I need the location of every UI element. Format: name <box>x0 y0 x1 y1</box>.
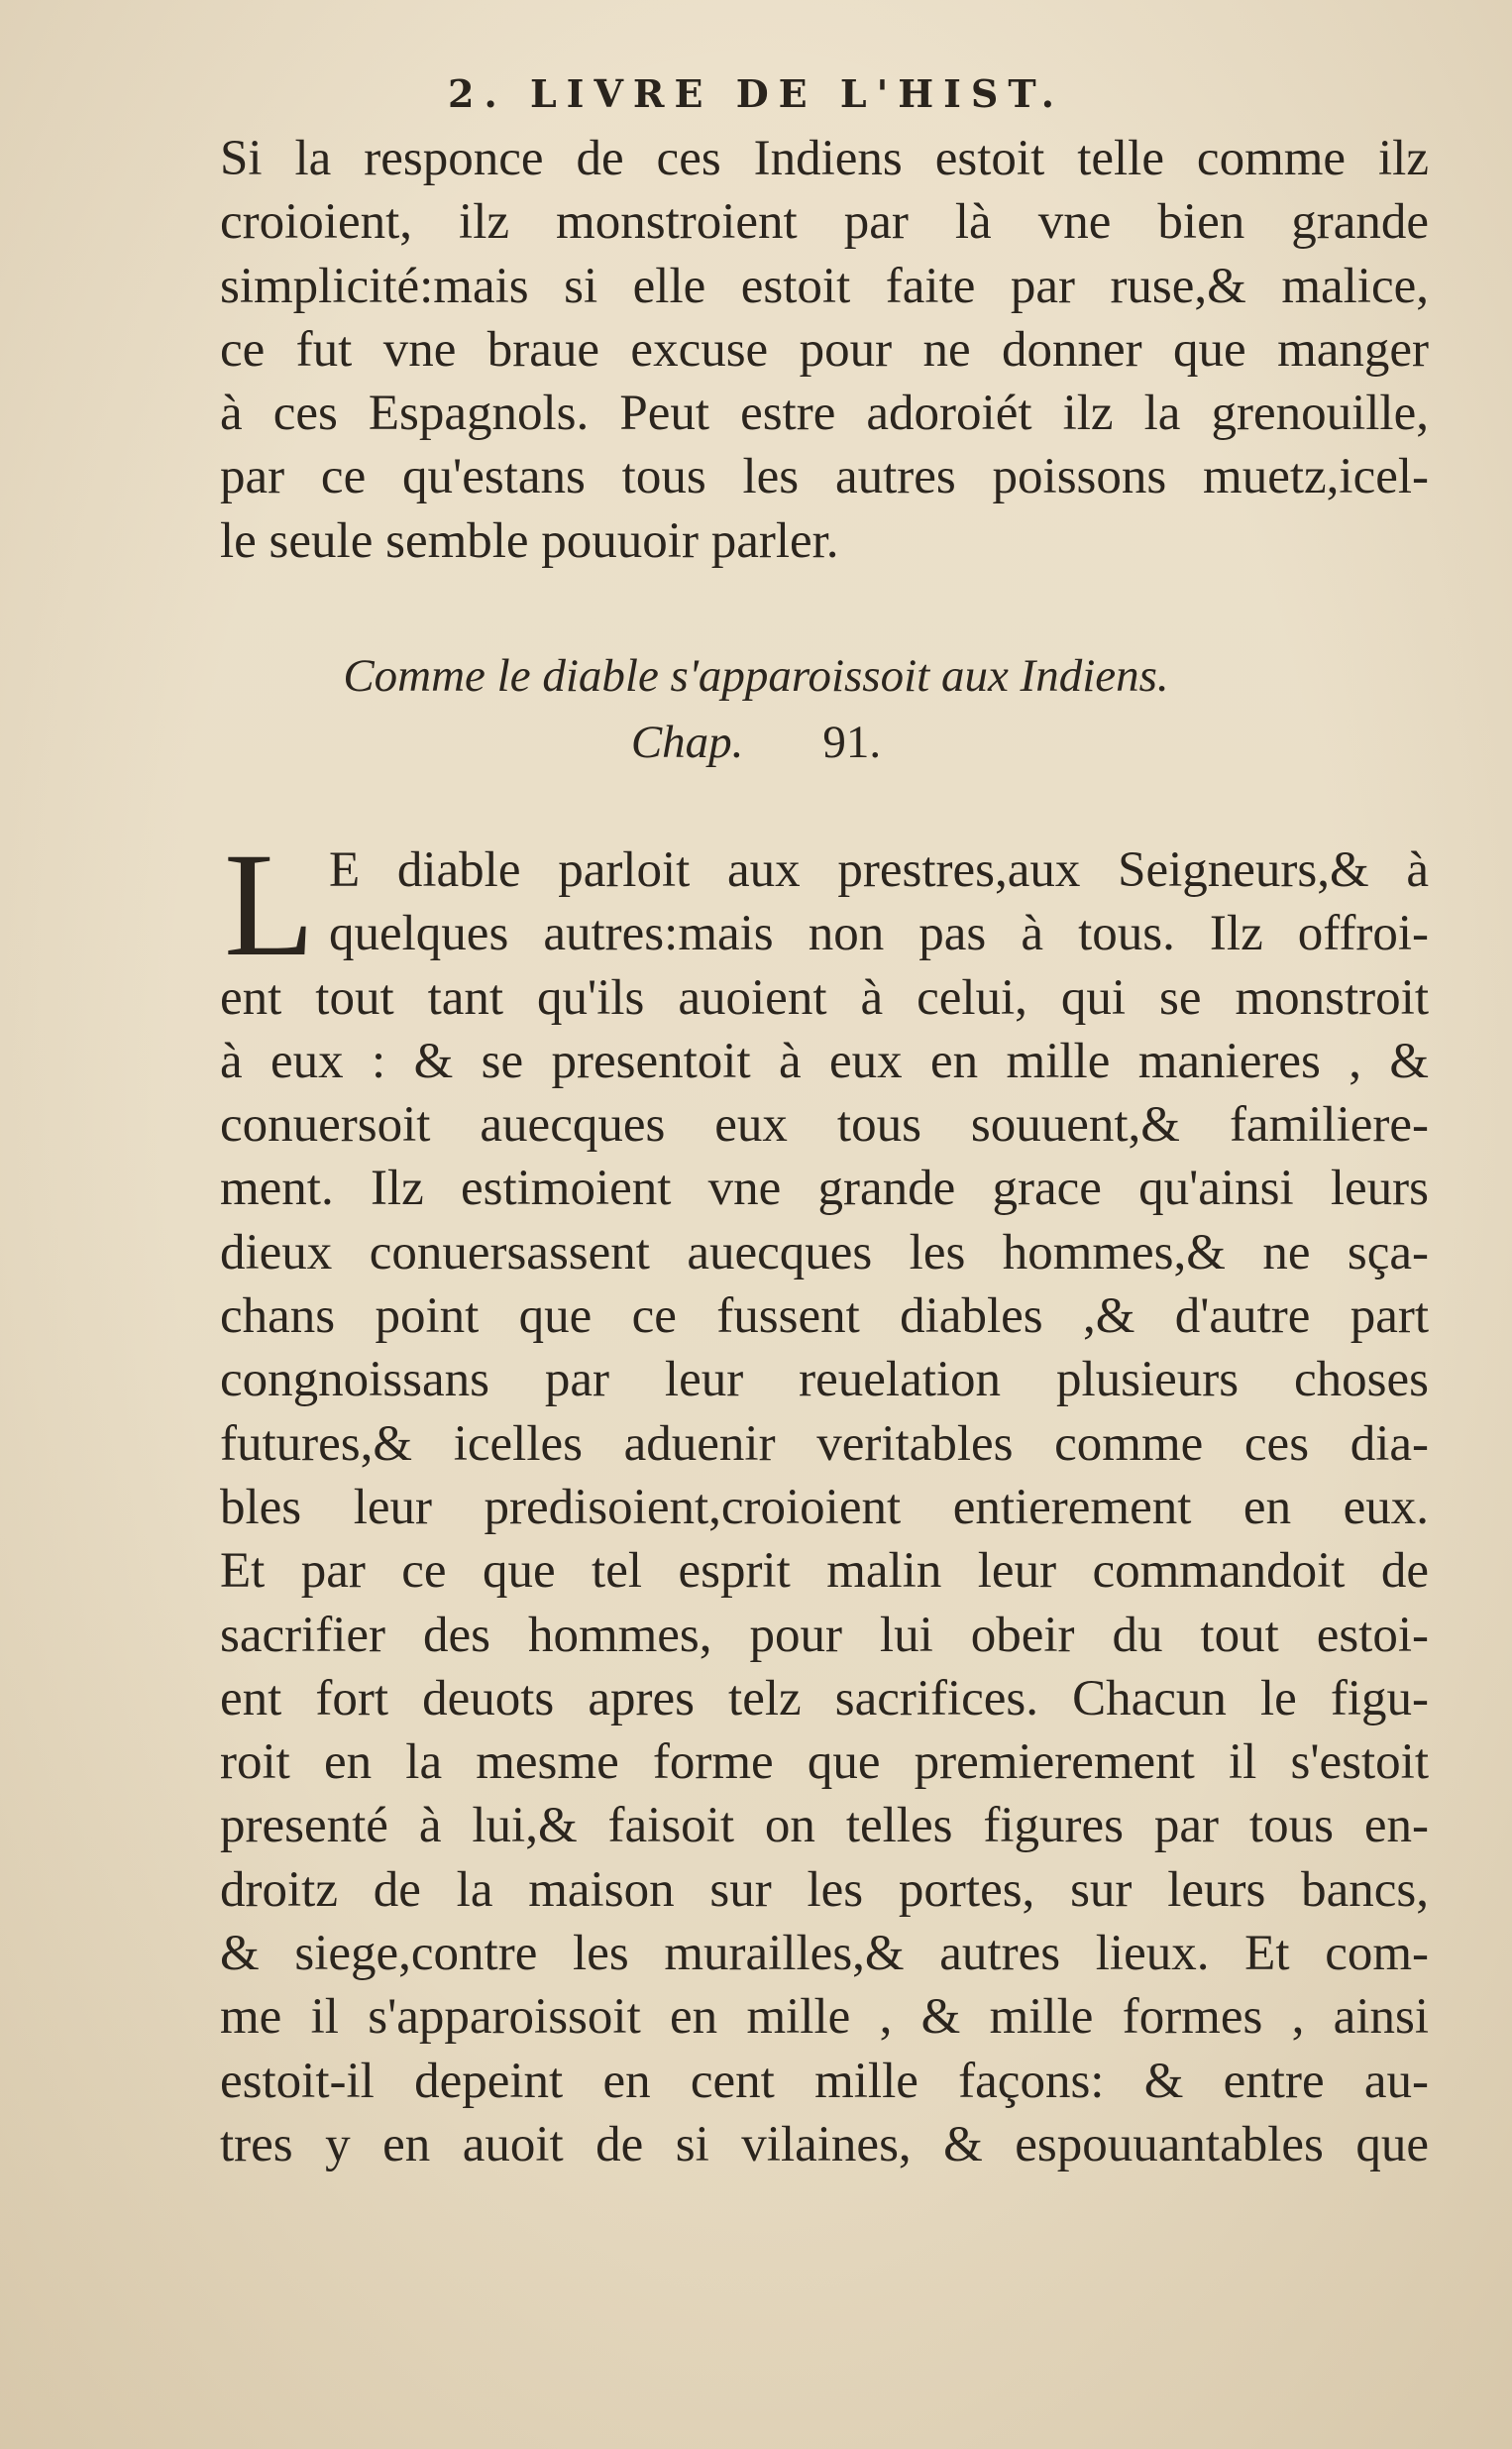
text-line: me il s'apparoissoit en mille , & mille formes , ainsi <box>220 1989 1429 2046</box>
text-line: E diable parloit aux prestres,aux Seigneurs,& à <box>329 842 1429 898</box>
text-line: simplicité:mais si elle estoit faite par ruse,& malice, <box>220 258 1429 314</box>
text-line: quelques autres:mais non pas à tous. Ilz offroi- <box>329 906 1429 962</box>
drop-cap: L <box>224 823 315 987</box>
text-line: bles leur predisoient,croioient entierement en eux. <box>220 1479 1429 1535</box>
text-line: congnoissans par leur reuelation plusieurs choses <box>220 1352 1429 1408</box>
text-line: croioient, ilz monstroient par là vne bien grande <box>220 194 1429 251</box>
text-line: ment. Ilz estimoient vne grande grace qu'ainsi leurs <box>220 1161 1429 1217</box>
text-line: à ces Espagnols. Peut estre adoroiét ilz la grenouille, <box>220 386 1429 442</box>
text-line: roit en la mesme forme que premierement il s'estoit <box>220 1734 1429 1791</box>
text-line: ent fort deuots apres telz sacrifices. Chacun le figu- <box>220 1670 1429 1726</box>
text-line: ent tout tant qu'ils auoient à celui, qui se monstroit <box>220 969 1429 1026</box>
text-line: à eux : & se presentoit à eux en mille manieres , & <box>220 1033 1429 1089</box>
text-line: par ce qu'estans tous les autres poissons muetz,icel- <box>220 449 1429 505</box>
text-line: & siege,contre les murailles,& autres lieux. Et com- <box>220 1926 1429 1982</box>
text-line: chans point que ce fussent diables ,& d'autre part <box>220 1288 1429 1345</box>
text-line: droitz de la maison sur les portes, sur leurs bancs, <box>220 1861 1429 1918</box>
running-head: 2. LIVRE DE L'HIST. <box>448 71 1064 116</box>
chapter-body <box>220 823 1429 2176</box>
text-line: dieux conuersassent auecques les hommes,& ne sça- <box>220 1224 1429 1280</box>
chapter-label: Chap. <box>630 717 744 768</box>
top-paragraph <box>220 127 1429 573</box>
chapter-title: Comme le diable s'apparoissoit aux Indiens. <box>343 650 1169 702</box>
chapter-number-value: 91. <box>822 717 882 768</box>
text-line: futures,& icelles aduenir veritables comme ces dia- <box>220 1415 1429 1472</box>
text-line: Si la responce de ces Indiens estoit telle comme ilz <box>220 131 1429 186</box>
text-line: tres y en auoit de si vilaines, & espouuantables que <box>220 2116 1429 2172</box>
text-line: sacrifier des hommes, pour lui obeir du tout estoi- <box>220 1607 1429 1663</box>
chapter-number <box>0 716 1512 769</box>
text-line: conuersoit auecques eux tous souuent,& familiere- <box>220 1097 1429 1154</box>
text-line: presenté à lui,& faisoit on telles figures par tous en- <box>220 1798 1429 1854</box>
text-line: ce fut vne braue excuse pour ne donner que manger <box>220 321 1429 378</box>
text-line: estoit-il depeint en cent mille façons: & entre au- <box>220 2053 1429 2109</box>
text-line: le seule semble pouuoir parler. <box>220 512 839 569</box>
text-line: Et par ce que tel esprit malin leur commandoit de <box>220 1543 1429 1600</box>
